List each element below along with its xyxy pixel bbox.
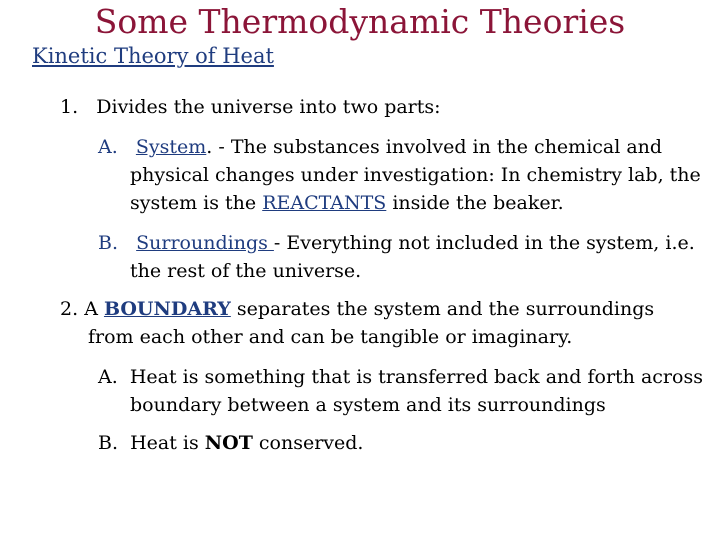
subitem-2a-line-2: boundary between a system and its surroundings — [130, 394, 606, 416]
term-boundary: BOUNDARY — [103, 298, 231, 320]
subitem-2a-line-1 — [98, 365, 703, 389]
list-marker: 1. — [60, 96, 79, 118]
list-item-text: Divides the universe into two parts: — [96, 96, 441, 118]
subitem-1a-line-3 — [130, 191, 564, 215]
term-system: System — [135, 136, 207, 158]
subitem-marker: A. — [98, 366, 118, 388]
list-item-2 — [60, 297, 654, 321]
subitem-text: inside the beaker. — [386, 192, 564, 214]
subitem-text: - Everything not included in the system, i.e. — [273, 232, 695, 254]
page-title: Some Thermodynamic Theories — [94, 2, 626, 41]
subitem-marker: A. — [98, 136, 118, 158]
subitem-text: Heat is — [130, 432, 205, 454]
list-item-2-line-2: from each other and can be tangible or imaginary. — [88, 326, 573, 348]
term-reactants: REACTANTS — [262, 192, 387, 214]
subitem-1a-line-1 — [98, 135, 662, 159]
list-item-text: separates the system and the surroundings — [230, 298, 655, 320]
subitem-text: system is the — [130, 192, 263, 214]
subitem-1b-line-1 — [98, 231, 695, 255]
subitem-text: conserved. — [252, 432, 364, 454]
subitem-2b-line-1 — [98, 431, 363, 455]
subitem-1a-line-2: physical changes under investigation: In chemistry lab, the — [130, 164, 701, 186]
subtitle: Kinetic Theory of Heat — [32, 44, 274, 68]
subitem-text: Heat is something that is transferred back and forth across — [129, 366, 703, 388]
subitem-marker: B. — [98, 432, 119, 454]
subitem-1b-line-2: the rest of the universe. — [130, 260, 362, 282]
subitem-text: . - The substances involved in the chemical and — [206, 136, 663, 158]
list-item-text: A — [84, 298, 104, 320]
list-item-1 — [60, 95, 441, 119]
emphasis-not: NOT — [204, 432, 253, 454]
list-marker: 2. — [60, 298, 79, 320]
subitem-marker: B. — [98, 232, 119, 254]
term-surroundings: Surroundings — [136, 232, 274, 254]
